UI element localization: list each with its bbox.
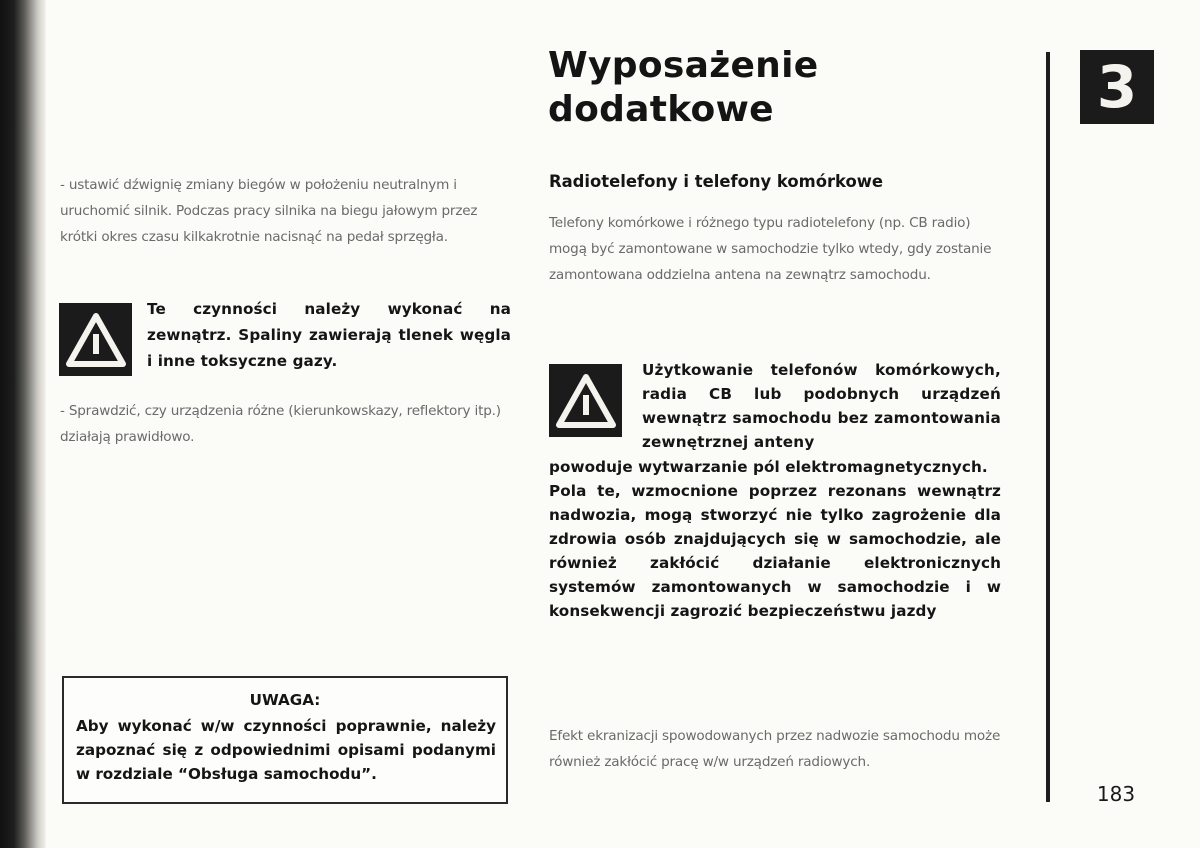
- warning-icon-box-right: [549, 364, 622, 437]
- right-paragraph-2: Efekt ekranizacji spowodowanych przez nadwozie samochodu może również zakłócić pracę w/w urządzeń radiowych.: [549, 728, 1001, 770]
- chapter-tab: [1080, 50, 1154, 124]
- right-warning-text-part1: Użytkowanie telefonów komórkowych, radia CB lub podobnych urządzeń wewnątrz samochodu bez zamontowania zewnętrznej anteny: [642, 361, 1001, 451]
- warning-icon-box-left: [59, 303, 132, 376]
- left-warning-text: Te czynności należy wykonać na zewnątrz. Spaliny zawierają tlenek węgla i inne toksyczne gazy.: [147, 300, 511, 370]
- note-body: Aby wykonać w/w czynności poprawnie, należy zapoznać się z odpowiednimi opisami podanymi w rozdziale “Obsługa samochodu”.: [76, 717, 496, 783]
- section-subtitle: Radiotelefony i telefony komórkowe: [549, 172, 884, 191]
- warning-triangle-icon: [65, 312, 127, 368]
- warning-triangle-icon: [555, 373, 617, 429]
- note-box: [62, 676, 508, 804]
- left-paragraph-1: - ustawić dźwignię zmiany biegów w położeniu neutralnym i uruchomić silnik. Podczas pracy silnika na biegu jałowym przez krótki okres czasu kilkakrotnie nacisnąć na pedał sprzęgła.: [60, 177, 478, 245]
- chapter-number: 3: [1096, 53, 1138, 121]
- right-warning-text-part2: powoduje wytwarzanie pól elektromagnetycznych.: [549, 458, 988, 476]
- right-warning-text-continued: [549, 455, 1001, 623]
- right-warning-text-part3: Pola te, wzmocnione poprzez rezonans wewnątrz nadwozia, mogą stworzyć nie tylko zagrożenie dla zdrowia osób znajdujących się w samochodzie, ale również zakłócić działanie elektronicznych systemów zamontowanych w samochodzie i w konsekwencji zagrozić bezpieczeństwu jazdy: [549, 482, 1001, 620]
- right-paragraph-1: Telefony komórkowe i różnego typu radiotelefony (np. CB radio) mogą być zamontowane w samochodzie tylko wtedy, gdy zostanie zamontowana oddzielna antena na zewnątrz samochodu.: [549, 215, 992, 283]
- left-paragraph-2: - Sprawdzić, czy urządzenia różne (kierunkowskazy, reflektory itp.) działają prawidłowo.: [60, 403, 501, 445]
- page-title: Wyposażenie dodatkowe: [548, 45, 819, 130]
- page-number: 183: [1096, 782, 1136, 806]
- vertical-rule: [1046, 52, 1050, 802]
- book-binding-shadow: [0, 0, 46, 848]
- note-title: UWAGA:: [249, 691, 321, 709]
